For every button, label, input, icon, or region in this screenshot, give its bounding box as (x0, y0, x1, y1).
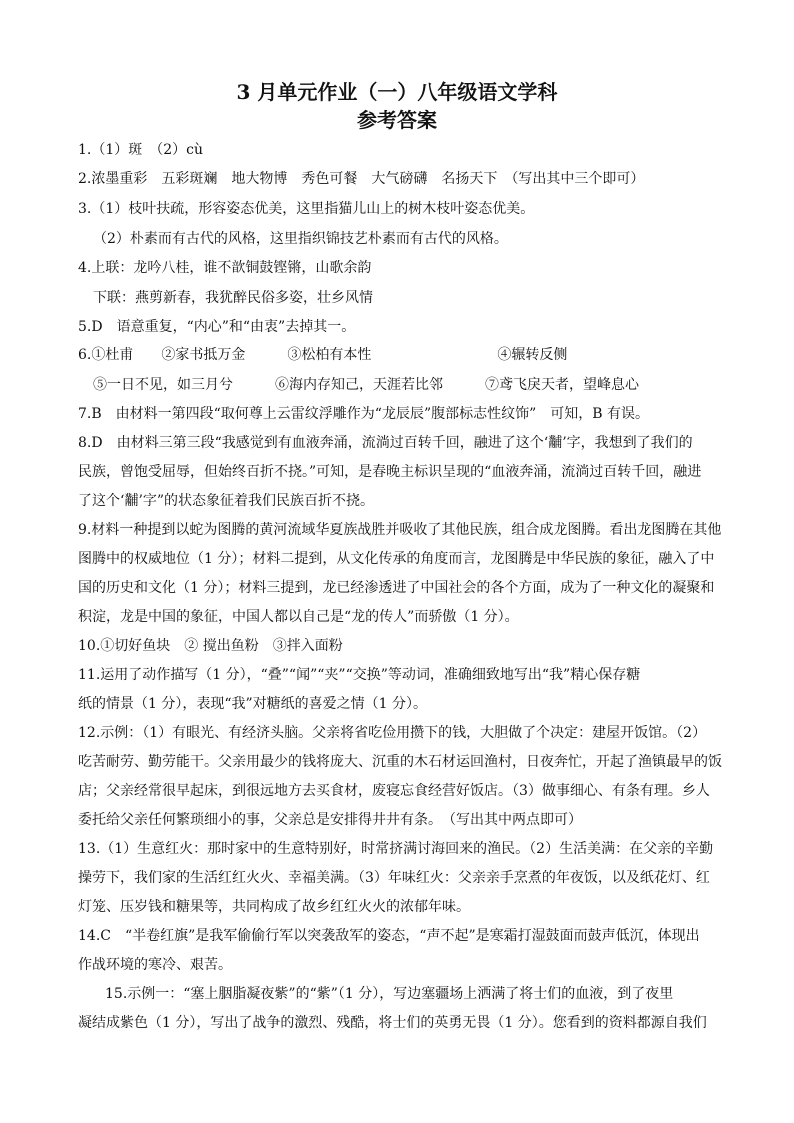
answer-line: 凝结成紫色（1 分），写出了战争的激烈、残酷，将士们的英勇无畏（1 分）。您看到的资料都源自我们 (78, 1015, 707, 1031)
answer-line: 店；父亲经常很早起床，到很远地方去买食材，废寝忘食经营好饭店。（3）做事细心、有条有理。乡人 (78, 783, 710, 799)
answer-line: 委托给父亲任何繁琐细小的事，父亲总是安排得井井有条。 （写出其中两点即可） (78, 812, 582, 828)
answer-line: 1.（1）斑 （2）cù (78, 142, 204, 158)
answer-line: 2.浓墨重彩 五彩斑斓 地大物博 秀色可餐 大气磅礴 名扬天下 （写出其中三个即可） (78, 171, 645, 187)
answer-line: 图腾中的权威地位（1 分）；材料二提到，从文化传承的角度而言，龙图腾是中华民族的象征，融入了中 (78, 551, 715, 567)
answer-line: 10.①切好鱼块 ② 搅出鱼粉 ③拌入面粉 (78, 638, 343, 654)
answer-line: 13.（1）生意红火：那时家中的生意特别好，时常挤满讨海回来的渔民。（2）生活美满：在父亲的辛勤 (78, 841, 714, 857)
answer-line: 15.示例一：“塞上胭脂凝夜紫”的“紫”（1 分），写边塞疆场上洒满了将士们的血液，到了夜里 (105, 986, 674, 1002)
answer-line: 积淀，龙是中国的象征，中国人都以自己是“龙的传人”而骄傲（1 分）。 (78, 609, 519, 625)
answer-line: 民族，曾饱受屈辱，但始终百折不挠。”可知，是春晚主标识呈现的“血液奔涌，流淌过百转千回，融进 (78, 464, 702, 480)
answer-line: （2）朴素而有古代的风格，这里指织锦技艺朴素而有古代的风格。 (93, 231, 508, 247)
answer-line: 12.示例：（1）有眼光、有经济头脑。父亲将省吃俭用攒下的钱，大胆做了个决定：建屋开饭馆。（2） (78, 725, 707, 741)
page-title: 3 月单元作业（一）八年级语文学科 (236, 80, 558, 104)
answer-line: 了这个‘黼’字”的状态象征着我们民族百折不挠。 (78, 493, 375, 509)
answer-line: 下联：燕剪新春，我犹醉民俗多姿，壮乡风情 (93, 290, 373, 306)
answer-line: 9.材料一种提到以蛇为图腾的黄河流域华夏族战胜并吸收了其他民族，组合成龙图腾。看出龙图腾在其他 (78, 522, 722, 538)
answer-line: 7.B 由材料一第四段“取何尊上云雷纹浮雕作为“龙辰辰”腹部标志性纹饰” 可知，B 有误。 (78, 406, 650, 422)
answer-line: 国的历史和文化（1 分）；材料三提到，龙已经渗透进了中国社会的各个方面，成为了一种文化的凝聚和 (78, 580, 715, 596)
answer-line: 4.上联：龙吟八桂，谁不歆铜鼓铿锵，山歌余韵 (78, 260, 372, 276)
answer-line: 8.D 由材料三第三段“我感觉到有血液奔涌，流淌过百转千回，融进了这个‘黼’字，我想到了我们的 (78, 435, 693, 451)
answer-line: ⑤一日不见，如三月兮 ⑥海内存知己，天涯若比邻 ⑦鸢飞戾天者，望峰息心 (93, 377, 639, 393)
answer-line: 吃苦耐劳、勤劳能干。父亲用最少的钱将庞大、沉重的木石材运回渔村，日夜奔忙，开起了渔镇最早的饭 (78, 754, 722, 770)
answer-line: 5.D 语意重复，“内心”和“由衷”去掉其一。 (78, 319, 356, 335)
answer-line: 作战环境的寒冷、艰苦。 (78, 957, 232, 973)
answer-line: 3.（1）枝叶扶疏，形容姿态优美，这里指猫儿山上的树木枝叶姿态优美。 (78, 201, 535, 217)
answer-line: 14.C “半卷红旗”是我军偷偷行军以突袭敌军的姿态，“声不起”是寒霜打湿鼓面而鼓声低沉，体现出 (78, 928, 700, 944)
page-subtitle: 参考答案 (357, 108, 437, 132)
answer-line: 灯笼、压岁钱和糖果等，共同构成了故乡红红火火的浓郁年味。 (78, 899, 470, 915)
answer-line: 6.①杜甫 ②家书抵万金 ③松柏有本性 ④辗转反侧 (78, 347, 568, 363)
answer-line: 操劳下，我们家的生活红红火火、幸福美满。（3）年味红火：父亲亲手烹煮的年夜饭，以及纸花灯、红 (78, 870, 710, 886)
answer-line: 11.运用了动作描写（1 分），“叠”“闻”“夹”“交换”等动词，准确细致地写出“我”精心保存糖 (78, 667, 641, 683)
answer-line: 纸的情景（1 分），表现“我”对糖纸的喜爱之情（1 分）。 (78, 696, 428, 712)
